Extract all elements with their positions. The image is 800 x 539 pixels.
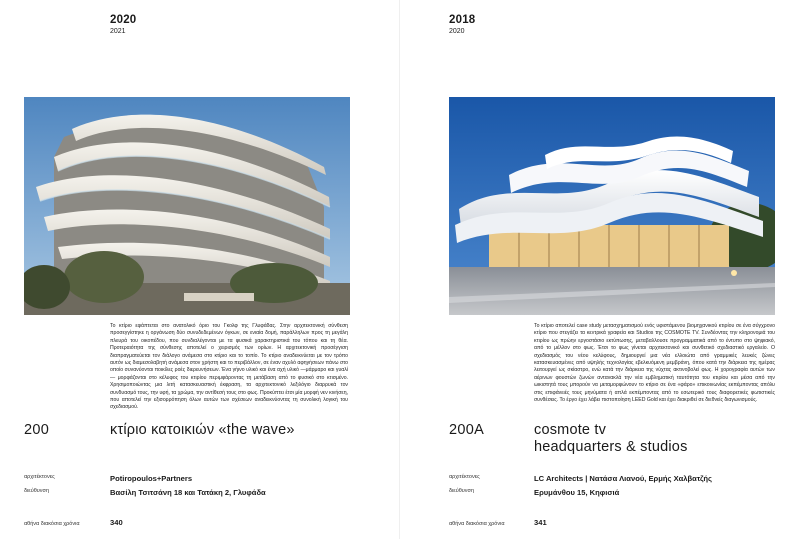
project-title — [534, 422, 774, 456]
entry-number: 200A — [449, 422, 485, 438]
architects-label: αρχιτέκτονες — [24, 474, 55, 480]
project-title: κτίριο κατοικιών «the wave» — [110, 422, 295, 438]
year-end: 2021 — [110, 28, 126, 35]
year-start: 2018 — [449, 14, 476, 26]
book-title-footer: αθήνα διακόσια χρόνια — [24, 521, 80, 527]
year-range — [449, 14, 475, 36]
year-end: 2020 — [449, 28, 465, 35]
year-range — [110, 14, 136, 36]
project-description: Το κτίριο αποτελεί case study μετασχηματισμού ενός υφιστάμενου βιομηχανικού κτιρίου σε ένα σύγχρονο κτίριο που στεγάζει τα κεντρικά γραφεία και Studios της COSMOTE TV. Συνδέοντας την κληρονομιά του κτιρίου ως πρώην εργοστάσιο εκτύπωσης, μεταβαλλουσε προγραμματικά από το έντυπο στο ψηφιακό, από το μέλλον στο φως. Έτσι το φως γίνεται αρχιτεκτονικό και συνθετικό σχεδιαστικό εργαλείο. Ο σχεδιασμός του νέου κελύφους, δημιουργεί μια νέα ελλοιώτα από γραμμικές λευκές ζώνες κατασκευασμένες από υψηλής τεχνολογίας εβελκυόμενη μεμβράνη, όπου κατά την διάρκεια της ημέρας λειτουργεί ως σκίαστρο, ενώ κατά την διάρκεια της νύχτας ακτινοβολεί φως. Η χορογραφία αυτών των αέρινων φουστών ζωνών αντανακλά την νέα εμβληματική ταυτότητα του κτιρίου και μέσα από την ωικιστητά τους μπορούν να μεταμορφώνουν το κτίριο σε ένα «φάρο» επικοινωνίας εκπέμποντας απόλυ στις επιφάνειές τους μηνύματα ή απλά εκπέμποντας από το εσωτερικό τους διαφορετικές φωτιστικές συνθέσεις. Το έργο έχει λάβει πιστοποίηση LEED Gold και έχει διακριθεί σε διεθνείς διαγωνισμούς. — [534, 323, 775, 404]
address-value: Ερυμάνθου 15, Κηφισιά — [534, 488, 620, 497]
book-title-footer: αθήνα διακόσια χρόνια — [449, 521, 505, 527]
the-wave-photo — [24, 97, 350, 315]
architects-value: Potiropoulos+Partners — [110, 474, 193, 483]
address-value: Βασίλη Τσιτσάνη 18 και Τατάκη 2, Γλυφάδα — [110, 488, 266, 497]
cosmote-tv-photo — [449, 97, 775, 315]
project-description: Το κτίριο εφάπτεται στο ανατολικό όριο του Γκολφ της Γλυφάδας. Στην αρχιτεκτονική σύνθεση προσεγγίστηκε η οργάνωση δύο συνυδεδεμένων όγκων, σε ενιαία δομή, παράλληλων προς τη μεγάλη πλευρά του οικοπέδου, που συνδιαλέγονται με τα φυσικά χαρακτηριστικά του τόπου και τη θέα. Προτεραιότητα της σύνθεσης αποτελεί ο χειρισμός των ορίων. Η αρχιτεκτονική προσέγγιση διαπραγματεύεται τον διάλογο ανάμεσα στο κτίριο και το τοπίο. Το κτίριο αναδεικνύεται με τον τρόπο αυτόν ως διαμεσολαβητή ανάμεσα στον χρήστη και το περιβάλλον, σε έναν αχυλό αφηγήσεων πάνω στο οποίο συνανύονται ποικίλες ροές διερευνήσεων. Ένα γήινο υλικό και ένα αχή υλικό —μάρμαρο και γυαλί— μορφάζονται στο κέλυφος του κτιρίου περιμφάροντας τη μετάβαση από το φυσικό στο κτισμένο. Χρησιμοποιώντας μια λιτή κατασκευαστική έκφραση, τα αρχιτεκτονικό λεξιλόγιο διαρρυκά τον συνδυασμό τους, την υφή, τα χρώμα, την αντίθεσή τους στο φως. Προκύπτει έτσι μία μορφή νεν κινήσεη, που αποτελεί την εξισορρόπηση όλων αυτών των σχέσεων αναδεικνύοντας τη συνολική λογική του σχεδιασμού. — [110, 323, 348, 411]
project-title-line-1: cosmote tv — [534, 422, 607, 438]
architects-value: LC Architects | Νατάσα Λιανού, Ερμής Χαλβατζής — [534, 474, 712, 483]
entry-number: 200 — [24, 422, 50, 438]
address-label: διεύθυνση — [449, 488, 475, 494]
right-page — [400, 0, 800, 539]
address-label: διεύθυνση — [24, 488, 50, 494]
page-number: 340 — [110, 518, 123, 527]
year-start: 2020 — [110, 14, 137, 26]
page-number: 341 — [534, 518, 547, 527]
project-title-line-2: headquarters & studios — [534, 439, 688, 455]
architects-label: αρχιτέκτονες — [449, 474, 480, 480]
